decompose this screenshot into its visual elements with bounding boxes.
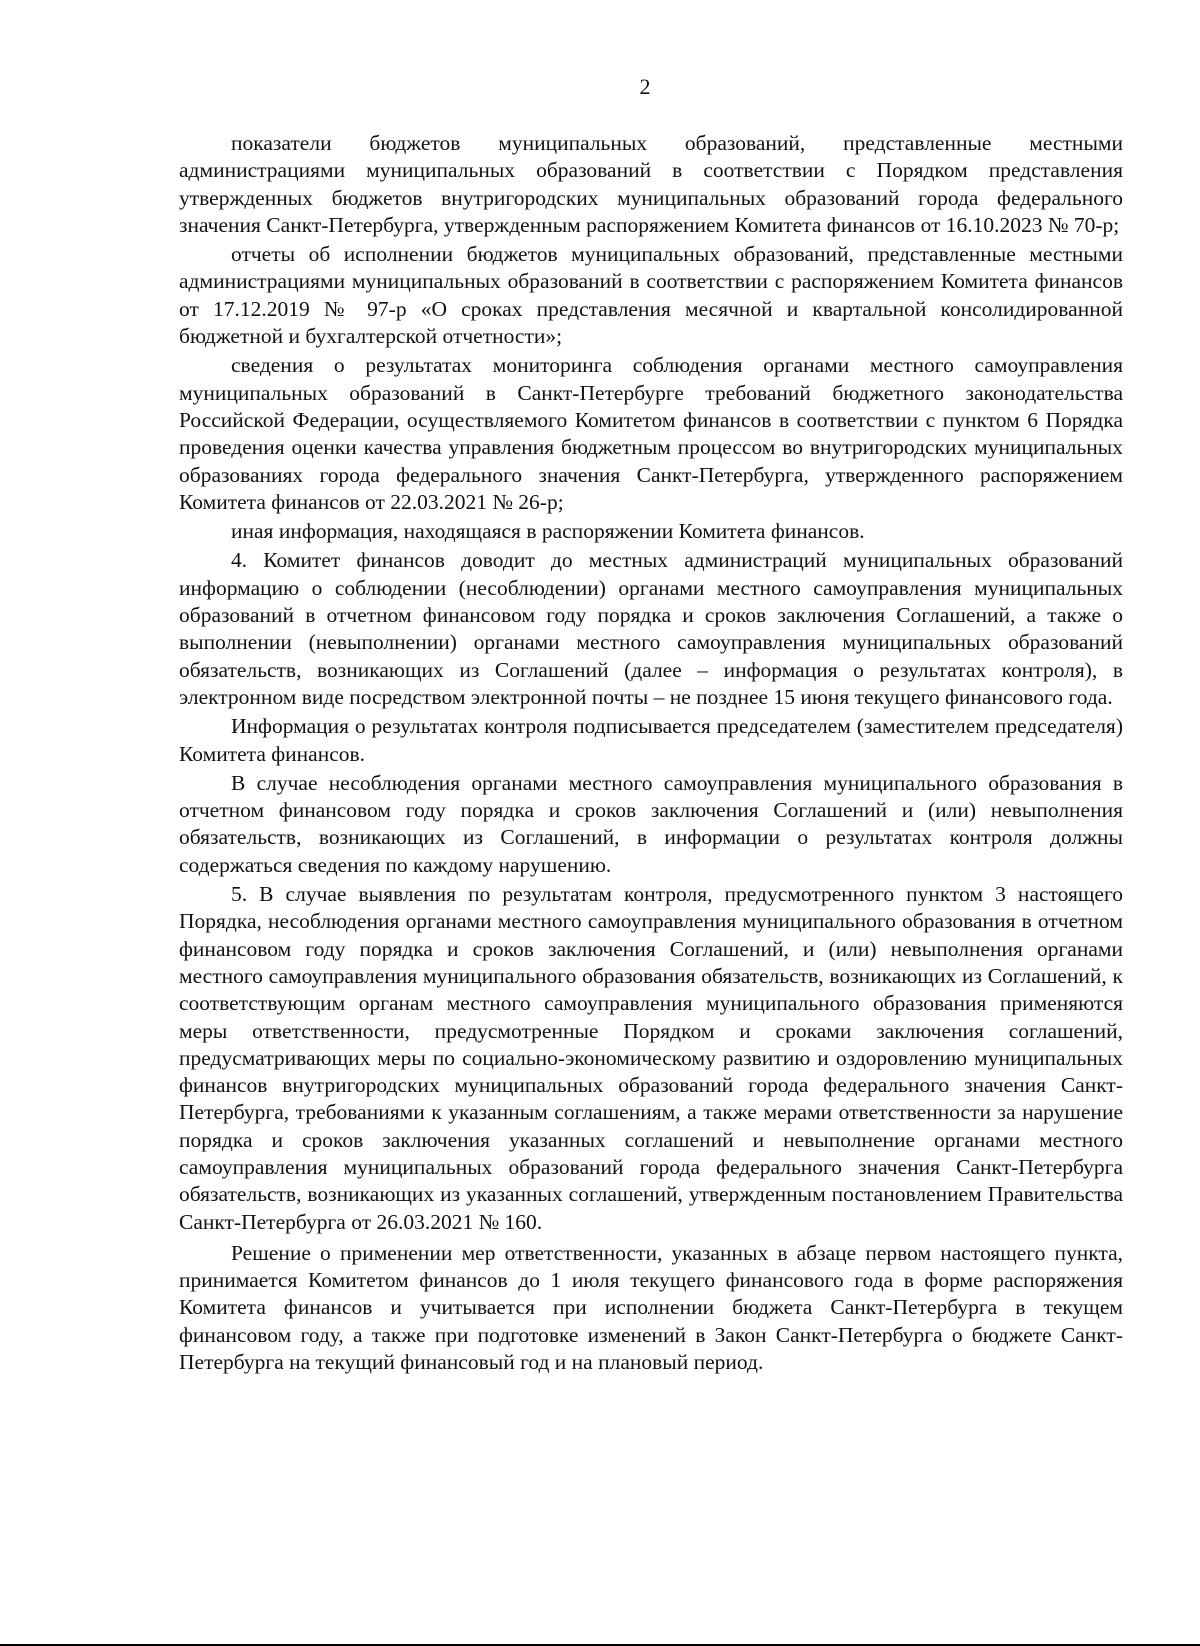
- paragraph-budget-indicators: показатели бюджетов муниципальных образований, представленные местными администрациями муниципальных образований в соответствии с Порядком представления утвержденных бюджетов внутригородских муниципальных образований города федерального значения Санкт-Петербурга, утвержденным распоряжением Комитета финансов от 16.10.2023 № 70-р;: [179, 131, 1123, 237]
- page-number: 2: [639, 74, 651, 99]
- paragraph-monitoring-results: сведения о результатах мониторинга соблюдения органами местного самоуправления муниципальных образований в Санкт-Петербурге требований бюджетного законодательства Российской Федерации, осуществляемого Комитетом финансов в соответствии с пунктом 6 Порядка проведения оценки качества управления бюджетным процессом во внутригородских муниципальных образованиях города федерального значения Санкт-Петербурга, утвержденного распоряжением Комитета финансов от 22.03.2021 № 26-р;: [179, 353, 1123, 514]
- paragraph-other-information: иная информация, находящаяся в распоряжении Комитета финансов.: [231, 519, 865, 544]
- paragraph-execution-reports: отчеты об исполнении бюджетов муниципальных образований, представленные местными администрациями муниципальных образований в соответствии с распоряжением Комитета финансов от 17.12.2019 № 97-р «О сроках представления месячной и квартальной консолидированной бюджетной и бухгалтерской отчетности»;: [179, 242, 1123, 349]
- document-body: [179, 130, 1123, 1378]
- paragraph-control-results-signature: Информация о результатах контроля подписывается председателем (заместителем председателя) Комитета финансов.: [179, 714, 1123, 766]
- paragraph-item-4: 4. Комитет финансов доводит до местных администраций муниципальных образований информацию о соблюдении (несоблюдении) органами местного самоуправления муниципальных образований в отчетном финансовом году порядка и сроков заключения Соглашений, а также о выполнении (невыполнении) органами местного самоуправления муниципальных образований обязательств, возникающих из Соглашений (далее – информация о результатах контроля), в электронном виде посредством электронной почты – не позднее 15 июня текущего финансового года.: [179, 548, 1123, 709]
- paragraph-responsibility-decision: Решение о применении мер ответственности, указанных в абзаце первом настоящего пункта, принимается Комитетом финансов до 1 июля текущего финансового года в форме распоряжения Комитета финансов и учитывается при исполнении бюджета Санкт-Петербурга в текущем финансовом году, а также при подготовке изменений в Закон Санкт-Петербурга о бюджете Санкт-Петербурга на текущий финансовый год и на плановый период.: [179, 1240, 1123, 1375]
- paragraph-item-5: 5. В случае выявления по результатам контроля, предусмотренного пунктом 3 настоящего Порядка, несоблюдения органами местного самоуправления муниципального образования в отчетном финансовом году порядка и сроков заключения Соглашений, и (или) невыполнения органами местного самоуправления муниципального образования обязательств, возникающих из Соглашений, к соответствующим органам местного самоуправления муниципального образования применяются меры ответственности, предусмотренные Порядком и сроками заключения соглашений, предусматривающих меры по социально-экономическому развитию и оздоровлению муниципальных финансов внутригородских муниципальных образований города федерального значения Санкт-Петербурга, требованиями к указанным соглашениям, а также мерами ответственности за нарушение порядка и сроков заключения указанных соглашений и невыполнение органами местного самоуправления муниципальных образований города федерального значения Санкт-Петербурга обязательств, возникающих из указанных соглашений, утвержденным постановлением Правительства Санкт-Петербурга от 26.03.2021 № 160.: [179, 882, 1123, 1234]
- paragraph-violations-info: В случае несоблюдения органами местного самоуправления муниципального образования в отчетном финансовом году порядка и сроков заключения Соглашений и (или) невыполнения обязательств, возникающих из Соглашений, в информации о результатах контроля должны содержаться сведения по каждому нарушению.: [179, 770, 1123, 877]
